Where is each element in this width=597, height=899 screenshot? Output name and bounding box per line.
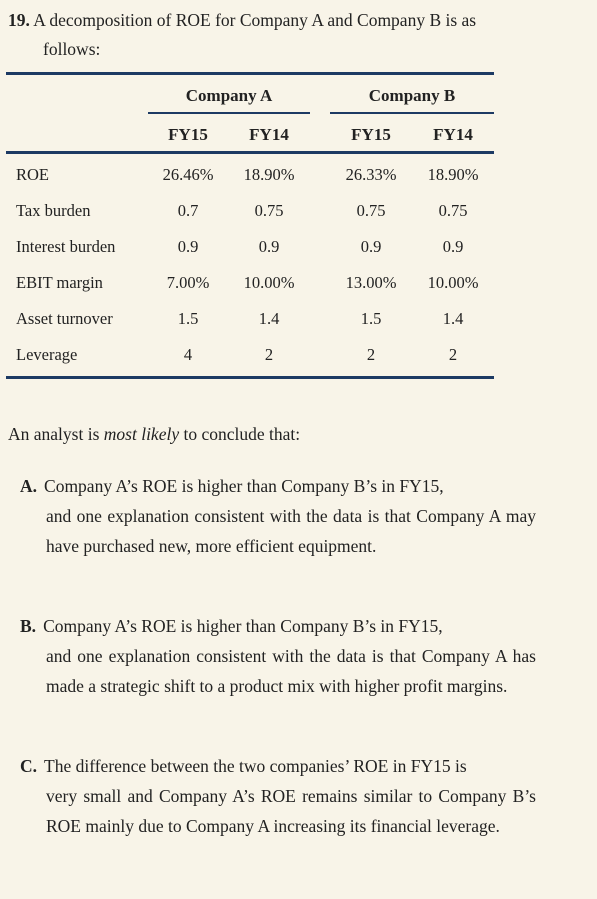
question-stem (8, 424, 300, 445)
option-first-line: The difference between the two companies’ ROE in FY15 is (44, 756, 467, 776)
header-bottom-rule (6, 151, 494, 154)
option-body: and one explanation consistent with the data is that Company A has made a strategic shift to a product mix with higher profit margins. (46, 646, 536, 696)
table-cell: 18.90% (427, 165, 479, 184)
table-cell: 0.9 (258, 237, 280, 256)
stem-before: An analyst is (8, 424, 104, 444)
company-a-header: Company A (185, 86, 273, 105)
table-cell: 2 (264, 345, 274, 364)
company-b-underline (330, 112, 494, 114)
table-cell: 2 (448, 345, 458, 364)
table-cell: 4 (183, 345, 193, 364)
table-cell: 0.9 (442, 237, 464, 256)
option-letter: A. (20, 476, 38, 496)
company-a-underline (148, 112, 310, 114)
table-cell: 0.75 (356, 201, 386, 220)
table-cell: 1.4 (258, 309, 280, 328)
table-cell: 1.5 (177, 309, 199, 328)
year-header: FY14 (249, 125, 289, 144)
table-cell: 1.5 (360, 309, 382, 328)
table-cell: 18.90% (243, 165, 295, 184)
year-header: FY15 (351, 125, 391, 144)
table-cell: 0.7 (177, 201, 199, 220)
stem-emphasis: most likely (103, 424, 180, 444)
question-text-line2: follows: (43, 39, 101, 59)
option-body: very small and Company A’s ROE remains similar to Company B’s ROE mainly due to Company A increasing its financial leverage. (46, 786, 536, 836)
question-number: 19. (8, 10, 30, 30)
table-bottom-rule (6, 376, 494, 379)
table-cell: 2 (366, 345, 376, 364)
table-cell: 0.75 (438, 201, 468, 220)
table-cell: 0.9 (177, 237, 199, 256)
row-label: Leverage (16, 345, 78, 364)
question-text-line1: A decomposition of ROE for Company A and Company B is as (33, 10, 477, 30)
roe-decomposition-table (6, 72, 494, 380)
table-cell: 1.4 (442, 309, 464, 328)
row-label: Asset turnover (16, 309, 113, 328)
table-cell: 0.75 (254, 201, 284, 220)
option-first-line: Company A’s ROE is higher than Company B’s in FY15, (44, 476, 444, 496)
row-label: Tax burden (16, 201, 91, 220)
table-cell: 10.00% (427, 273, 479, 292)
table-cell: 7.00% (166, 273, 210, 292)
row-label: Interest burden (16, 237, 116, 256)
company-b-header: Company B (368, 86, 456, 105)
stem-after: to conclude that: (179, 424, 301, 444)
option-first-line: Company A’s ROE is higher than Company B’s in FY15, (43, 616, 443, 636)
table-top-rule (6, 72, 494, 75)
answer-option-a[interactable] (20, 471, 536, 561)
year-header: FY15 (168, 125, 208, 144)
year-header: FY14 (433, 125, 473, 144)
row-label: ROE (16, 165, 49, 184)
option-body: and one explanation consistent with the data is that Company A may have purchased new, more efficient equipment. (46, 506, 536, 556)
option-letter: B. (20, 616, 37, 636)
table-cell: 10.00% (243, 273, 295, 292)
table-cell: 13.00% (345, 273, 397, 292)
table-cell: 0.9 (360, 237, 382, 256)
table-cell: 26.46% (162, 165, 214, 184)
table-cell: 26.33% (345, 165, 397, 184)
answer-option-c[interactable] (20, 751, 536, 841)
row-label: EBIT margin (16, 273, 103, 292)
question-header (8, 6, 578, 64)
option-letter: C. (20, 756, 38, 776)
answer-option-b[interactable] (20, 611, 536, 701)
